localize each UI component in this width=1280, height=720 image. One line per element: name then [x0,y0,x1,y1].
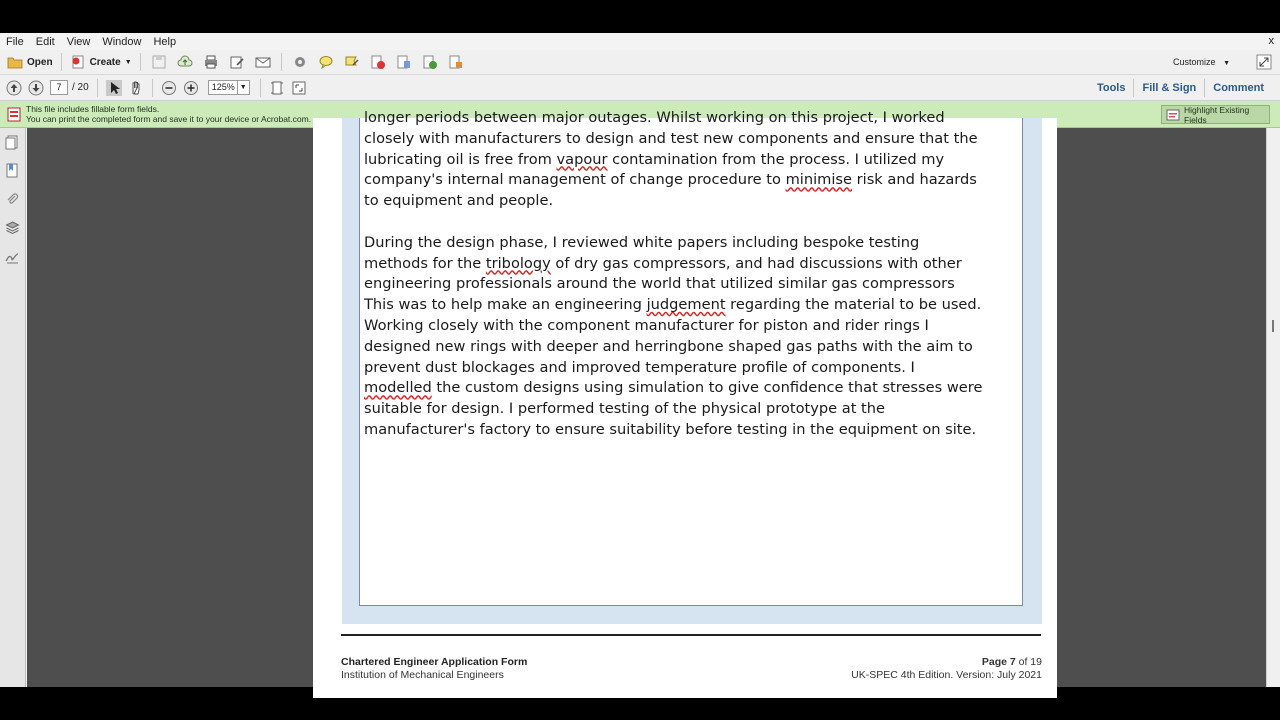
misspelled-word: tribology [485,254,551,272]
expand-icon[interactable] [1256,54,1272,70]
text-line: closely with manufacturers to design and test new components and ensure that the [364,129,978,147]
scrollbar-thumb[interactable] [1272,320,1274,332]
print-icon[interactable] [203,54,219,70]
edit-icon[interactable] [229,54,245,70]
open-button[interactable] [4,52,56,72]
fit-page-icon[interactable] [269,80,285,96]
paragraph-1 [364,129,1024,212]
divider [61,53,62,71]
select-cursor-icon[interactable] [106,80,122,96]
text-line: designed new rings with deeper and herringbone shaped gas paths with the aim to [364,337,973,355]
text-line: manufacturer's factory to ensure suitability before testing in the equipment on site. [364,420,977,438]
organize-pages-icon[interactable] [448,54,464,70]
folder-open-icon [7,54,23,70]
comment-icon[interactable] [318,54,334,70]
misspelled-word: judgement [646,296,726,314]
footer-organization: Institution of Mechanical Engineers [341,669,504,681]
task-pane-links [1089,75,1272,101]
notice-line-2: You can print the completed form and save it to your device or Acrobat.com. [26,114,312,124]
misspelled-word: vapour [556,150,608,168]
save-icon[interactable] [151,54,167,70]
footer-divider [341,634,1041,636]
notice-line-1: This file includes fillable form fields. [26,104,160,114]
delete-pages-icon[interactable] [370,54,386,70]
customize-label: Customize [1173,57,1216,67]
close-document-button[interactable]: x [1268,35,1274,47]
full-screen-icon[interactable] [291,80,307,96]
create-button[interactable] [67,52,135,72]
zoom-level-input[interactable]: 125% [208,80,238,95]
acrobat-window [0,33,1280,687]
divider [152,79,153,97]
comment-pane-link[interactable]: Comment [1213,82,1264,94]
experience-text-content [364,108,1024,441]
highlight-existing-fields-button[interactable] [1161,105,1270,124]
text-line: lubricating oil is free from vapour contamination from the process. I utilized my [364,150,945,168]
attachments-paperclip-icon[interactable] [5,192,20,207]
main-toolbar [0,50,1280,75]
signatures-icon[interactable] [5,249,20,264]
divider [281,53,282,71]
divider [97,79,98,97]
menu-edit[interactable]: Edit [35,35,55,48]
text-line: This was to help make an engineering judgement regarding the material to be used. [364,296,982,314]
misspelled-word: minimise [785,171,853,189]
footer-page-total: of 19 [1015,656,1042,668]
text-line: modelled the custom designs using simulation to give confidence that stresses were [364,379,983,397]
zoom-out-icon[interactable] [161,80,177,96]
create-pdf-icon [70,54,86,70]
text-line: longer periods between major outages. Whilst working on this project, I worked [364,109,945,126]
highlight-fields-icon [1166,109,1180,121]
insert-pages-icon[interactable] [396,54,412,70]
text-line: Working closely with the component manufacturer for piston and rider rings I [364,316,929,334]
vertical-scrollbar[interactable] [1266,128,1280,687]
highlight-fields-label: Highlight Existing Fields [1184,104,1250,125]
footer-left [341,656,527,682]
fill-sign-pane-link[interactable]: Fill & Sign [1142,82,1197,94]
open-label: Open [27,56,53,68]
text-line: company's internal management of change procedure to minimise risk and hazards [364,171,977,189]
menu-bar [0,33,1280,50]
text-line: engineering professionals around the world that utilized similar gas compressors [364,275,955,293]
footer-edition: UK-SPEC 4th Edition. Version: July 2021 [851,669,1042,681]
gear-icon[interactable] [292,54,308,70]
footer-page-number: Page 7 [981,656,1016,668]
paragraph-2 [364,233,1024,441]
page-thumbnails-icon[interactable] [5,135,20,150]
menu-view[interactable]: View [66,35,91,48]
text-line: to equipment and people. [364,192,554,210]
next-page-icon[interactable] [28,80,44,96]
text-line: methods for the tribology of dry gas compressors, and had discussions with other [364,254,962,272]
extract-pages-icon[interactable] [422,54,438,70]
page-total: / 20 [72,82,89,93]
customize-dropdown[interactable] [1173,57,1230,67]
divider [260,79,261,97]
misspelled-word: modelled [364,379,432,397]
highlight-icon[interactable] [344,54,360,70]
chevron-down-icon: ▼ [1223,60,1230,67]
create-label: Create [89,56,121,68]
text-line: suitable for design. I performed testing of the physical prototype at the [364,400,886,418]
page-number-input[interactable]: 7 [50,80,68,95]
divider [140,53,141,71]
navigation-pane [0,128,26,687]
zoom-in-icon[interactable] [183,80,199,96]
tools-pane-link[interactable]: Tools [1096,82,1126,94]
menu-window[interactable]: Window [102,35,142,48]
footer-right [851,656,1042,682]
previous-page-icon[interactable] [6,80,22,96]
notice-text [26,104,311,124]
layers-icon[interactable] [5,220,20,235]
zoom-dropdown-chevron-icon[interactable]: ▼ [238,80,250,95]
chevron-down-icon: ▼ [124,58,132,66]
form-document-icon [7,107,21,122]
navigation-toolbar [0,75,1280,101]
hand-tool-icon[interactable] [128,80,144,96]
text-line: During the design phase, I reviewed white papers including bespoke testing [364,233,920,251]
bookmarks-icon[interactable] [5,163,20,178]
menu-file[interactable]: File [6,35,24,48]
text-line: prevent dust blockages and improved temperature profile of components. I [364,358,915,376]
email-icon[interactable] [255,54,271,70]
footer-form-title: Chartered Engineer Application Form [341,656,528,668]
pdf-page [313,109,1057,698]
cloud-upload-icon[interactable] [177,54,193,70]
menu-help[interactable]: Help [153,35,177,48]
